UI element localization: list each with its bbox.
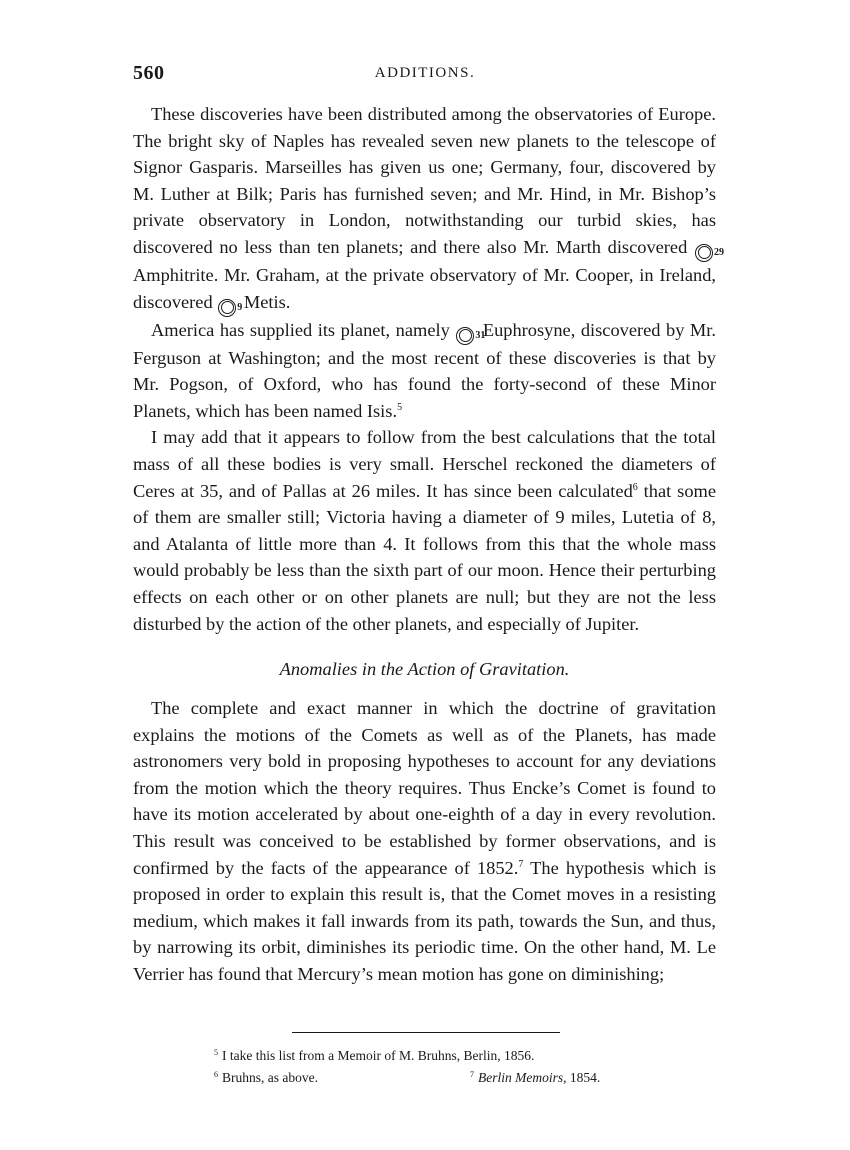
footnote-5	[214, 1042, 644, 1064]
paragraph-observatories	[133, 101, 724, 317]
footnote-text: I take this list from a Memoir of M. Bruhns, Berlin, 1856.	[222, 1048, 535, 1063]
footnote-title: Berlin Memoirs	[478, 1070, 564, 1085]
section-heading: Anomalies in the Action of Gravitation.	[279, 659, 570, 680]
asteroid-number-symbol: 31	[456, 327, 474, 345]
paragraph-total-mass	[133, 424, 716, 637]
footnote-reference: 7	[518, 858, 524, 870]
paragraph-text: Metis.	[243, 291, 291, 312]
running-title: ADDITIONS.	[374, 65, 476, 81]
page-header	[133, 62, 717, 86]
footnote-mark: 5	[214, 1048, 218, 1057]
footnote-6-7	[214, 1064, 644, 1086]
footnotes	[214, 1042, 644, 1086]
footnote-divider	[292, 1032, 560, 1033]
footnote-text: , 1854.	[563, 1070, 601, 1085]
paragraph-gravitation	[133, 695, 716, 988]
paragraph-text: These discoveries have been distributed among the observatories of Europe. The bright sky of Naples has revealed seven new planets to the telescope of Signor Gasparis. Marseilles has given us one; Germany, four, discovered by M. Luther at Bilk; Paris has furnished seven; and Mr. Hind, in Mr. Bishop’s private observatory in London, notwithstanding our turbid skies, has discovered no less than ten planets; and there also Mr. Marth discovered	[133, 104, 716, 257]
footnote-mark: 6	[214, 1070, 218, 1079]
paragraph-text: I may add that it appears to follow from the best calculations that the total mass of all these bodies is very small. Herschel reckoned the diameters of Ceres at 35, and of Pallas at 26 miles. It has since been calculated	[133, 427, 716, 501]
paragraph-text: Euphrosyne, discovered by Mr. Ferguson at Washington; and the most recent of these discoveries is that by Mr. Pogson, of Oxford, who has found the forty-second of these Minor Planets, which has been named Isis.	[133, 319, 716, 421]
footnote-reference: 5	[397, 401, 403, 413]
paragraph-text: The complete and exact manner in which the doctrine of gravitation explains the motions of the Comets as well as of the Planets, has made astronomers very bold in proposing hypotheses to account for any deviations from the motion which the theory requires. Thus Encke’s Comet is found to have its motion accelerated by about one-eighth of a day in every revolution. This result was conceived to be established by former observations, and is confirmed by the facts of the appearance of 1852.	[133, 698, 716, 878]
page-number: 560	[133, 62, 165, 84]
paragraph-text: The hypothesis which is proposed in order to explain this result is, that the Comet moves in a resisting medium, which makes it fall inwards from its path, towards the Sun, and thus, by narrowing its orbit, diminishes its periodic time. On the other hand, M. Le Verrier has found that Mercury’s mean motion has gone on diminishing;	[133, 857, 716, 985]
footnote-reference: 6	[632, 481, 638, 493]
asteroid-number-symbol: 9	[218, 299, 236, 317]
asteroid-number-symbol: 29	[695, 244, 713, 262]
footnote-mark: 7	[470, 1070, 474, 1079]
paragraph-text: that some of them are smaller still; Victoria having a diameter of 9 miles, Lutetia of 8, and Atalanta of little more than 4. It follows from this that the whole mass would probably be less than the sixth part of our moon. Hence their perturbing effects on each other or on other planets are null; but they are not the less disturbed by the action of the other planets, and especially of Jupiter.	[133, 480, 716, 634]
footnote-text: Bruhns, as above.	[222, 1070, 318, 1085]
page-body	[133, 101, 724, 988]
paragraph-america	[133, 317, 716, 425]
footnote-7	[470, 1064, 600, 1089]
paragraph-text: Amphitrite. Mr. Graham, at the private observatory of Mr. Cooper, in Ireland, discovered	[133, 264, 716, 312]
paragraph-text: America has supplied its planet, namely	[151, 319, 450, 340]
